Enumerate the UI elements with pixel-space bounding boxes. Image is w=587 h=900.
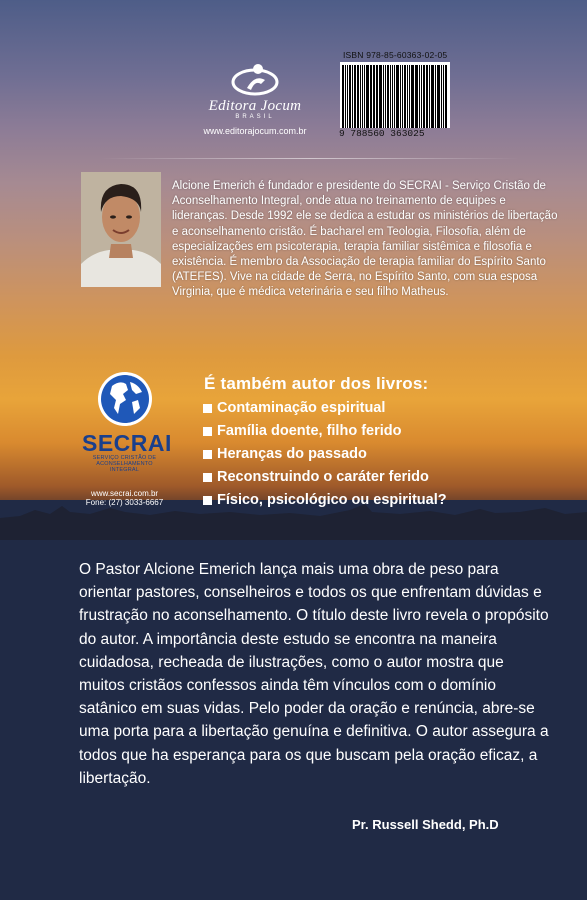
- barcode-bar: [415, 65, 416, 128]
- barcode-bar: [429, 65, 430, 128]
- list-item: [203, 397, 447, 420]
- barcode-bar: [437, 65, 438, 128]
- book-title: Contaminação espiritual: [217, 400, 386, 416]
- barcode-bar: [347, 65, 348, 128]
- list-item: [203, 420, 447, 443]
- barcode-bar: [426, 65, 428, 128]
- barcode-bar: [385, 65, 386, 128]
- publisher-name: Editora Jocum: [208, 98, 302, 114]
- publisher-block: [200, 60, 310, 136]
- publisher-subtitle: BRASIL: [235, 114, 275, 120]
- barcode-bar: [349, 65, 352, 128]
- bullet-square-icon: [203, 450, 212, 459]
- book-title: Heranças do passado: [217, 446, 367, 462]
- barcode-bar: [390, 65, 391, 128]
- barcode-bar: [419, 65, 420, 128]
- barcode-bar: [379, 65, 382, 128]
- barcode-bar: [362, 65, 363, 128]
- barcode-bar: [404, 65, 406, 128]
- barcode-bar: [373, 65, 374, 128]
- barcode-bar: [392, 65, 393, 128]
- barcode-bar: [441, 65, 442, 128]
- barcode-bar: [421, 65, 422, 128]
- barcode-bar: [423, 65, 425, 128]
- barcode-bar: [400, 65, 401, 128]
- barcode-bar: [342, 65, 344, 128]
- barcode-bar: [438, 65, 440, 128]
- secrai-subtitle: SERVIÇO CRISTÃO DE ACONSELHAMENTO INTEGRAL: [92, 455, 157, 473]
- barcode-bar: [376, 65, 378, 128]
- barcode-bar: [366, 65, 369, 128]
- book-title: Reconstruindo o caráter ferido: [217, 469, 429, 485]
- isbn-number: ISBN 978-85-60363-02-05: [343, 50, 448, 60]
- secrai-website: www.secrai.com.br: [90, 489, 159, 498]
- barcode-bar: [387, 65, 389, 128]
- barcode-bar: [364, 65, 365, 128]
- publisher-logo-icon: [225, 60, 285, 100]
- barcode-bar: [407, 65, 408, 128]
- barcode-bars: [340, 62, 450, 128]
- endorsement-signature: Pr. Russell Shedd, Ph.D: [352, 817, 499, 832]
- barcode-bar: [435, 65, 436, 128]
- author-bio: Alcione Emerich é fundador e presidente do SECRAI - Serviço Cristão de Aconselhamento Integral, onde atua no treinamento de equipes e lideranças. Desde 1992 ele se dedica a estudar os ministérios de libertação e aconselhamento cristão. É bacharel em Teologia, Filosofia, além de especializações em psicoterapia, terapia familiar sistêmica e filosofia e existência. É membro da Associação de terapia familiar do Espírito Santo (ATEFES). Vive na cidade de Serra, no Espírito Santo, com sua esposa Virginia, que é médica veterinária e seu filho Matheus.: [172, 180, 558, 299]
- divider-line: [100, 158, 520, 159]
- ean-number: 9 788560 363025: [339, 128, 425, 139]
- book-title: Físico, psicológico ou espiritual?: [217, 492, 447, 508]
- globe-icon: [96, 370, 154, 428]
- barcode-bar: [352, 65, 353, 128]
- barcode-bar: [354, 65, 356, 128]
- author-photo: [81, 172, 161, 287]
- list-item: [203, 489, 447, 512]
- author-portrait-icon: [81, 172, 161, 287]
- barcode-bar: [360, 65, 361, 128]
- barcode-bar: [396, 65, 399, 128]
- barcode-bar: [374, 65, 375, 128]
- barcode-bar: [345, 65, 346, 128]
- secrai-block: [82, 370, 172, 507]
- barcode-bar: [445, 65, 447, 128]
- barcode-bar: [357, 65, 359, 128]
- barcode-bar: [416, 65, 418, 128]
- bullet-square-icon: [203, 427, 212, 436]
- books-list: [203, 397, 447, 512]
- barcode-bar: [431, 65, 434, 128]
- secrai-phone: Fone: (27) 3033-6667: [85, 498, 164, 507]
- bullet-square-icon: [203, 496, 212, 505]
- list-item: [203, 466, 447, 489]
- bullet-square-icon: [203, 404, 212, 413]
- barcode-bar: [409, 65, 410, 128]
- books-title: É também autor dos livros:: [204, 374, 429, 393]
- bullet-square-icon: [203, 473, 212, 482]
- barcode-bar: [443, 65, 444, 128]
- barcode-bar: [383, 65, 384, 128]
- barcode-bar: [370, 65, 372, 128]
- barcode-bar: [411, 65, 414, 128]
- book-title: Família doente, filho ferido: [217, 423, 402, 439]
- list-item: [203, 443, 447, 466]
- back-cover-blurb: O Pastor Alcione Emerich lança mais uma obra de peso para orientar pastores, conselheiros e todos os que enfrentam dúvidas e frustração no aconselhamento. O título deste livro revela o propósito do autor. A importância deste estudo se encontra na maneira cuidadosa, recheada de ilustrações, como o autor mostra que muitos cristãos confessos ainda têm vínculos com o domínio satânico em suas vidas. Pelo poder da oração e renúncia, abre-se uma porta para a libertação genuína e definitiva. O autor assegura a todos que ha esperança para os que buscam pela oração eficaz, a libertação.: [79, 561, 549, 787]
- barcode-bar: [394, 65, 396, 128]
- secrai-name: SECRAI: [82, 430, 172, 456]
- barcode-bar: [402, 65, 403, 128]
- publisher-website: www.editorajocum.com.br: [203, 126, 307, 136]
- barcode-block: [337, 50, 455, 146]
